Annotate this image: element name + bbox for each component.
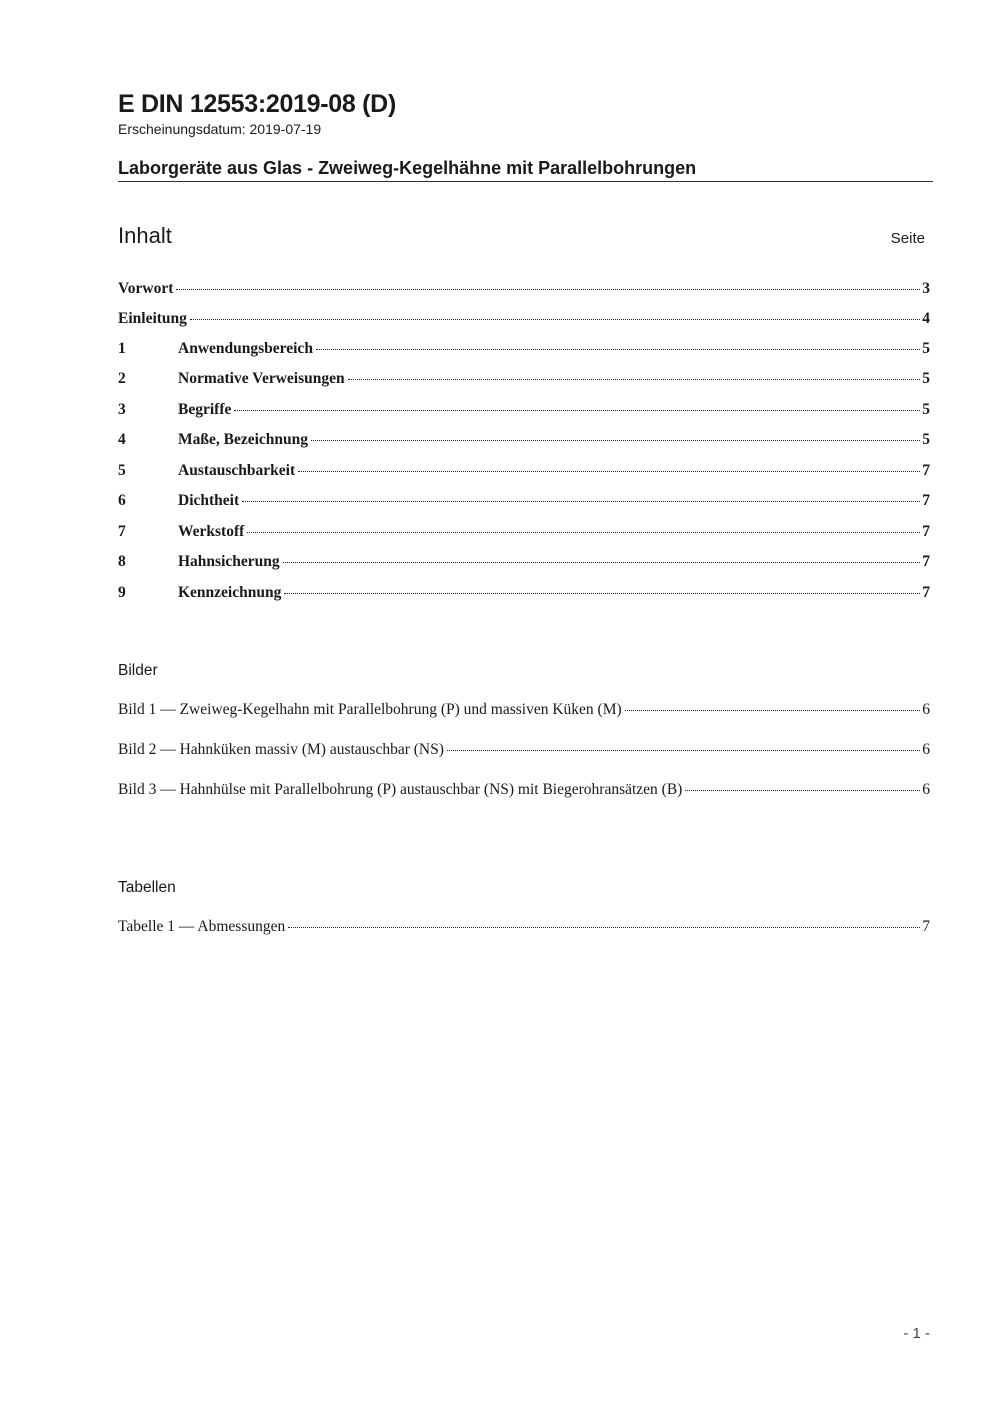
- toc-entry-dimensions[interactable]: [118, 431, 930, 449]
- toc-entry-number: 5: [118, 462, 126, 479]
- toc-leader: [311, 440, 920, 441]
- figure-entry-2[interactable]: [118, 741, 930, 759]
- page-number: - 1 -: [903, 1325, 930, 1342]
- toc-entry-page: 7: [922, 492, 930, 509]
- toc-entry-page: 5: [922, 401, 930, 418]
- toc-entry-foreword[interactable]: [118, 280, 930, 298]
- figures-heading: Bilder: [118, 662, 158, 679]
- figure-entry-title: Bild 3 — Hahnhülse mit Parallelbohrung (P) austauschbar (NS) mit Biegerohransätzen (B): [118, 781, 683, 798]
- figure-entry-title: Bild 2 — Hahnküken massiv (M) austauschbar (NS): [118, 741, 444, 758]
- toc-entry-title: Begriffe: [178, 401, 232, 418]
- toc-entry-page: 7: [922, 462, 930, 479]
- toc-leader: [176, 289, 920, 290]
- document-id: E DIN 12553:2019-08 (D): [118, 90, 396, 118]
- toc-leader: [234, 410, 920, 411]
- toc-entry-interchangeability[interactable]: [118, 462, 930, 480]
- toc-entry-number: 3: [118, 401, 126, 418]
- toc-entry-number: 9: [118, 584, 126, 601]
- page-column-label: Seite: [890, 230, 925, 247]
- toc-entry-introduction[interactable]: [118, 310, 930, 328]
- toc-leader: [348, 379, 921, 380]
- toc-entry-page: 7: [922, 553, 930, 570]
- toc-leader: [242, 501, 920, 502]
- figure-entry-page: 6: [922, 741, 930, 758]
- toc-entry-marking[interactable]: [118, 584, 930, 602]
- toc-entry-page: 7: [922, 523, 930, 540]
- toc-leader: [190, 319, 920, 320]
- toc-leader: [247, 532, 920, 533]
- toc-leader: [288, 927, 920, 928]
- toc-entry-terms[interactable]: [118, 401, 930, 419]
- figure-entry-1[interactable]: [118, 701, 930, 719]
- toc-entry-number: 7: [118, 523, 126, 540]
- toc-entry-title: Einleitung: [118, 310, 187, 327]
- table-entry-1[interactable]: [118, 918, 930, 936]
- toc-leader: [316, 349, 920, 350]
- toc-leader: [298, 471, 920, 472]
- figure-entry-page: 6: [922, 701, 930, 718]
- toc-entry-page: 3: [922, 280, 930, 297]
- toc-entry-page: 5: [922, 370, 930, 387]
- toc-leader: [447, 750, 920, 751]
- toc-entry-page: 5: [922, 431, 930, 448]
- toc-entry-material[interactable]: [118, 523, 930, 541]
- toc-entry-title: Anwendungsbereich: [178, 340, 313, 357]
- toc-entry-title: Austauschbarkeit: [178, 462, 296, 479]
- toc-entry-normative-references[interactable]: [118, 370, 930, 388]
- figure-entry-title: Bild 1 — Zweiweg-Kegelhahn mit Parallelbohrung (P) und massiven Küken (M): [118, 701, 622, 718]
- toc-entry-scope[interactable]: [118, 340, 930, 358]
- toc-leader: [283, 562, 921, 563]
- toc-entry-number: 2: [118, 370, 126, 387]
- toc-entry-title: Kennzeichnung: [178, 584, 282, 601]
- figure-entry-page: 6: [922, 781, 930, 798]
- toc-entry-number: 6: [118, 492, 126, 509]
- toc-entry-title: Werkstoff: [178, 523, 245, 540]
- table-entry-page: 7: [922, 918, 930, 935]
- publication-date: Erscheinungsdatum: 2019-07-19: [118, 121, 322, 137]
- toc-entry-page: 7: [922, 584, 930, 601]
- toc-entry-title: Dichtheit: [178, 492, 240, 509]
- toc-entry-title: Hahnsicherung: [178, 553, 280, 570]
- table-entry-title: Tabelle 1 — Abmessungen: [118, 918, 286, 935]
- toc-entry-page: 4: [922, 310, 930, 327]
- toc-entry-page: 5: [922, 340, 930, 357]
- figure-entry-3[interactable]: [118, 781, 930, 799]
- tables-heading: Tabellen: [118, 879, 176, 896]
- toc-leader: [685, 790, 920, 791]
- document-title: Laborgeräte aus Glas - Zweiweg-Kegelhähne mit Parallelbohrungen: [118, 158, 933, 182]
- toc-entry-number: 1: [118, 340, 126, 357]
- toc-entry-number: 4: [118, 431, 126, 448]
- toc-entry-title: Maße, Bezeichnung: [178, 431, 309, 448]
- toc-entry-tightness[interactable]: [118, 492, 930, 510]
- toc-leader: [284, 593, 920, 594]
- toc-entry-title: Normative Verweisungen: [178, 370, 345, 387]
- contents-heading: Inhalt: [118, 223, 172, 248]
- toc-entry-stopcock-securing[interactable]: [118, 553, 930, 571]
- toc-entry-title: Vorwort: [118, 280, 174, 297]
- toc-entry-number: 8: [118, 553, 126, 570]
- toc-leader: [625, 710, 921, 711]
